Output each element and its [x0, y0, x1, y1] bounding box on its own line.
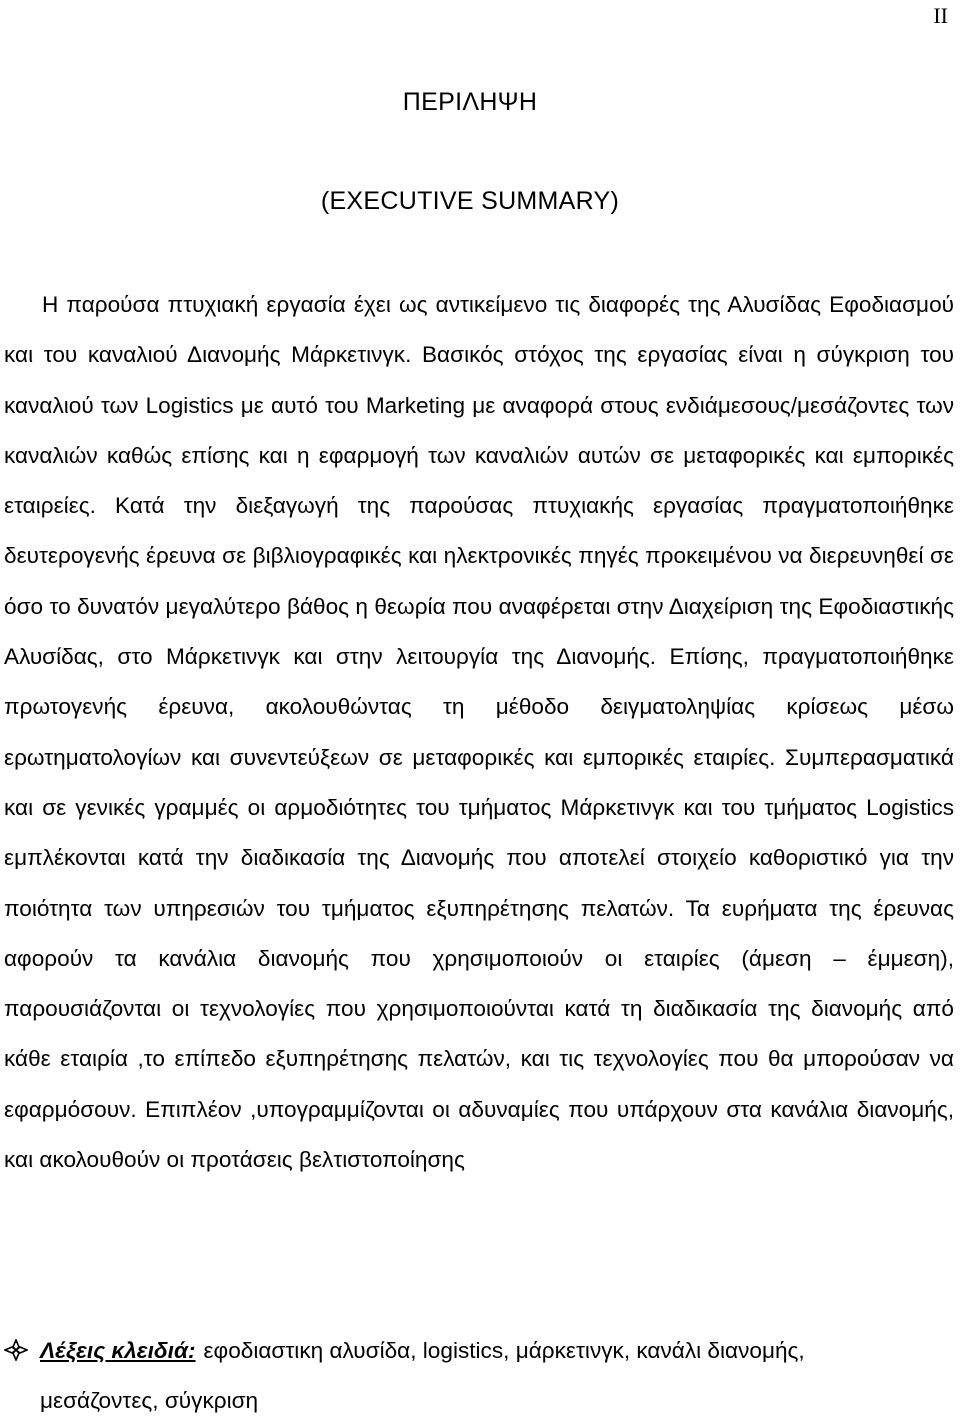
keywords-label: Λέξεις κλειδιά:	[40, 1338, 196, 1363]
page-title: ΠΕΡΙΛΗΨΗ	[402, 88, 538, 116]
keywords-list: εφοδιαστικη αλυσίδα, logistics, μάρκετινγκ, κανάλι διανομής,	[203, 1338, 805, 1363]
summary-paragraph: Η παρούσα πτυχιακή εργασία έχει ως αντικείμενο τις διαφορές της Αλυσίδας Εφοδιασμού και του καναλιού Διανομής Μάρκετινγκ. Βασικός στόχος της εργασίας είναι η σύγκριση του καναλιού των Logistics με αυτό του Marketing με αναφορά στους ενδιάμεσους/μεσάζοντες των καναλιών καθώς επίσης και η εφαρμογή των καναλιών αυτών σε μεταφορικές και εμπορικές εταιρείες. Κατά την διεξαγωγή της παρούσας πτυχιακής εργασίας πραγματοποιήθηκε δευτερογενής έρευνα σε βιβλιογραφικές και ηλεκτρονικές πηγές προκειμένου να διερευνηθεί σε όσο το δυνατόν μεγαλύτερο βάθος η θεωρία που αναφέρεται στην Διαχείριση της Εφοδιαστικής Αλυσίδας, στο Μάρκετινγκ και στην λειτουργία της Διανομής. Επίσης, πραγματοποιήθηκε πρωτογενής έρευνα, ακολουθώντας τη μέθοδο δειγματοληψίας κρίσεως μέσω ερωτηματολογίων και συνεντεύξεων σε μεταφορικές και εμπορικές εταιρίες. Συμπερασματικά και σε γενικές γραμμές οι αρμοδιότητες του τμήματος Μάρκετινγκ και του τμήματος Logistics εμπλέκονται κατά την διαδικασία της Διανομής που αποτελεί στοιχείο καθοριστικό για την ποιότητα των υπηρεσιών του τμήματος εξυπηρέτησης πελατών. Τα ευρήματα της έρευνας αφορούν τα κανάλια διανομής που χρησιμοποιούν οι εταιρίες (άμεση – έμμεση), παρουσιάζονται οι τεχνολογίες που χρησιμοποιούνται κατά τη διαδικασία της διανομής από κάθε εταιρία ,το επίπεδο εξυπηρέτησης πελατών, και τις τεχνολογίες που θα μπορούσαν να εφαρμόσουν. Επιπλέον ,υπογραμμίζονται οι αδυναμίες που υπάρχουν στα κανάλια διανομής, και ακολουθούν οι προτάσεις βελτιστοποίησης	[4, 292, 954, 1173]
diamond-bullet-icon	[4, 1339, 28, 1361]
keywords-list-continued: μεσάζοντες, σύγκριση	[40, 1388, 259, 1414]
page-number: II	[933, 3, 948, 28]
page-subtitle: (EXECUTIVE SUMMARY)	[320, 187, 620, 215]
